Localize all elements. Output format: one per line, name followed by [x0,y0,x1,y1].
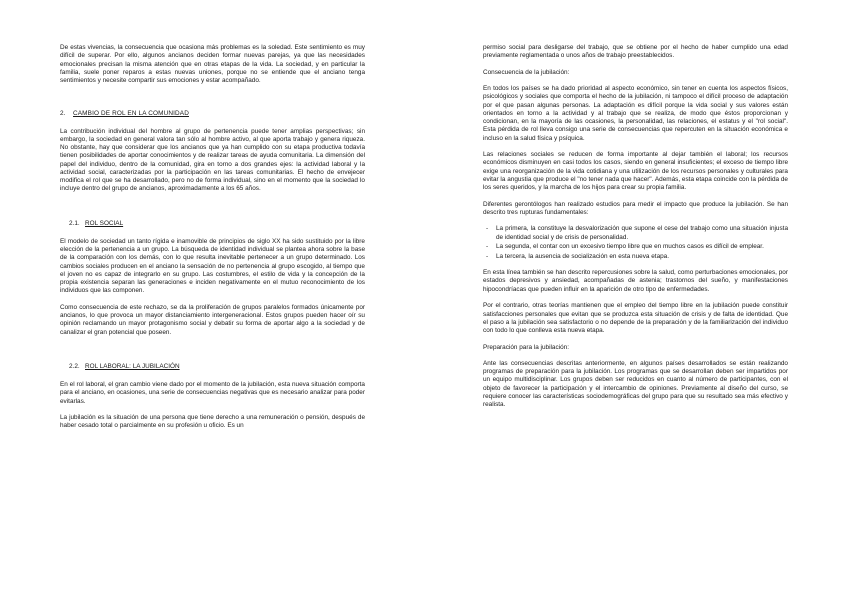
bullet-dash: - [486,243,489,251]
subsection-heading [69,363,365,371]
paragraph: Las relaciones sociales se reducen de forma importante al dejar también el laboral; los recursos económicos disminuyen en casi todos los casos, siendo en general insuficientes; el exceso de tiempo libre exige una reorganización de la vida cotidiana y una utilización de los recursos personales y culturales para evitar la angustia que produce el "no tener nada que hacer". Además, esta etapa coincide con la pérdida de los seres queridos, y la marcha de los hijos para crear su propia familia. [483,151,788,192]
list-item [483,225,788,242]
rupture-list [483,225,788,261]
section-heading [60,110,365,118]
list-item [483,243,788,251]
bullet-dash: - [486,225,489,233]
list-item-text: La primera, la constituye la desvalorización que supone el cese del trabajo como una situación injusta de identidad social y de crisis de personalidad. [496,225,788,241]
section-title: CAMBIO DE ROL EN LA COMUNIDAD [73,110,189,118]
list-item-text: La segunda, el contar con un excesivo tiempo libre que en muchos casos es difícil de emplear. [496,243,764,251]
left-column [60,44,365,439]
paragraph: En todos los países se ha dado prioridad al aspecto económico, sin tener en cuenta los aspectos físicos, psicológicos y sociales que comporta el hecho de la jubilación, ni tampoco el difícil proceso de adaptación por el que pasan algunas personas. La adaptación es difícil porque la vida social y sus valores están orientados en torno a la actividad y al trabajo que se realiza, de modo que éstos proporcionan y condicionan, en la mayoría de las ocasiones, la personalidad, las relaciones, el estatus y el "rol social". Esta pérdida de rol lleva consigo una serie de consecuencias que repercuten en la situación económica e incluso en la salud física y psíquica. [483,85,788,142]
subsection-title: ROL SOCIAL [85,219,124,227]
subsection-number: 2.2. [69,362,80,370]
paragraph: Como consecuencia de este rechazo, se da la proliferación de grupos paralelos formados únicamente por ancianos, lo que provoca un mayor distanciamiento intergeneracional. Estos grupos pueden hacer oír su opinión reclamando un mayor protagonismo social y debatir su forma de aportar algo a la sociedad y de canalizar el gran potencial que poseen. [60,303,365,336]
paragraph: El modelo de sociedad un tanto rígida e inamovible de principios de siglo XX ha sido sustituido por la libre elección de la pertenencia a un grupo. La búsqueda de identidad individual se plantea ahora sobre la base de la comparación con los demás, con lo que resulta inevitable pertenecer a un grupo determinado. Los cambios sociales producen en el anciano la sensación de no pertenencia al grupo escogido, al tiempo que el joven no es capaz de integrarlo en su grupo. Las costumbres, el estilo de vida y la concepción de la propia existencia separan las generaciones e inciden negativamente en el mutuo reconocimiento de los individuos que las componen. [60,237,365,295]
subheading: Preparación para la jubilación: [483,343,569,351]
paragraph: La jubilación es la situación de una persona que tiene derecho a una remuneración o pensión, después de haber cesado total o parcialmente en su profesión u oficio. Es un [60,414,365,430]
bullet-dash: - [486,252,489,260]
subsection-number: 2.1. [69,219,80,227]
section-number: 2. [60,110,66,118]
subsection-title: ROL LABORAL: LA JUBILACIÓN [85,362,180,370]
paragraph: permiso social para desligarse del trabajo, que se obtiene por el hecho de haber cumplido una edad previamente reglamentada o unos años de trabajo preestablecidos. [483,44,788,60]
paragraph: La contribución individual del hombre al grupo de pertenencia puede tener amplias perspectivas; sin embargo, la sociedad en general valora tan sólo al hombre activo, al que aporta trabajo y genera riqueza. No obstante, hay que considerar que los ancianos que ya han cumplido con su etapa productiva todavía tienen posibilidades de aportar conocimientos y de realizar tareas de ayuda comunitaria. La dimensión del papel del individuo, dentro de la comunidad, gira en torno a dos grandes ejes: la actividad laboral y la actividad social, caracterizadas por la participación en las tareas comunitarias. El hecho de envejecer modifica el rol que se ha desarrollado, pero no de forma individual, sino en el momento que la sociedad lo incluye dentro del grupo de ancianos, aproximadamente a los 65 años. [60,127,365,193]
right-column [483,44,788,418]
list-item-text: La tercera, la ausencia de socialización en esta nueva etapa. [496,252,670,260]
list-item [483,253,788,261]
paragraph: De estas vivencias, la consecuencia que ocasiona más problemas es la soledad. Este sentimiento es muy difícil de superar. Por ello, algunos ancianos deciden formar nuevas parejas, ya que las necesidades emocionales precisan la misma atención que en otras etapas de la vida. La sociedad, y en particular la familia, suele poner reparos a estas nuevas uniones, porque no se entiende que el anciano tenga sentimientos y necesite compartir sus emociones y estar acompañado. [60,44,365,84]
paragraph: Por el contrario, otras teorías mantienen que el empleo del tiempo libre en la jubilación puede constituir satisfacciones personales que evitan que se produzca esta situación de crisis y de falta de identidad. Que el paso a la jubilación sea satisfactorio o no depende de la preparación y de la familiarización del individuo con todo lo que conlleva esta nueva etapa. [483,302,788,335]
paragraph: En el rol laboral, el gran cambio viene dado por el momento de la jubilación, esta nueva situación comporta para el anciano, en ocasiones, una serie de consecuencias negativas que es necesario analizar para poder evitarlas. [60,381,365,405]
paragraph: Diferentes gerontólogos han realizado estudios para medir el impacto que produce la jubilación. Se han descrito tres rupturas fundamentales: [483,200,788,216]
subheading: Consecuencia de la jubilación: [483,68,570,76]
paragraph: Ante las consecuencias descritas anteriormente, en algunos países desarrollados se están realizando programas de preparación para la jubilación. Los programas que se desarrollan deben ser impartidos por un equipo multidisciplinar. Los grupos deben ser reducidos en cuanto al número de participantes, con el objeto de favorecer la participación y el intercambio de opiniones. Previamente al diseño del curso, se requiere conocer las características sociodemográficas del grupo para que su resultado sea más efectivo y realista. [483,359,788,409]
subsection-heading [69,220,365,228]
paragraph: En esta línea también se han descrito repercusiones sobre la salud, como perturbaciones emocionales, por estados depresivos y ansiedad, acompañadas de astenia; trastornos del sueño, y manifestaciones hipocondríacas que pueden influir en la aparición de otro tipo de enfermedades. [483,269,788,293]
